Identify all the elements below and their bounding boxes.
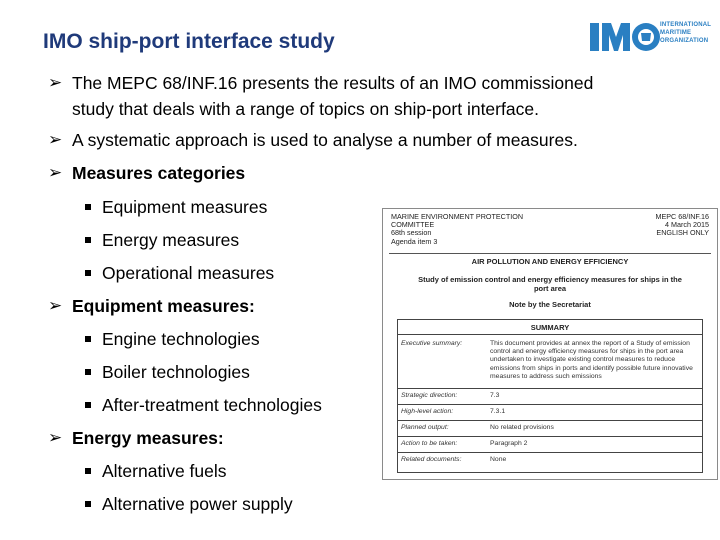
square-bullet-icon — [85, 369, 91, 375]
slide-title: IMO ship-port interface study — [43, 30, 335, 53]
arrow-bullet-icon: ➢ — [48, 296, 63, 315]
document-subtitle: Study of emission control and energy efficiency measures for ships in the port area — [418, 275, 682, 293]
bullet-item — [48, 425, 224, 451]
bullet-heading: Energy measures: — [72, 428, 224, 448]
arrow-bullet-icon: ➢ — [48, 130, 63, 149]
bullet-item — [48, 293, 255, 319]
bullet-item — [48, 70, 593, 122]
sub-bullet-text: Energy measures — [102, 230, 240, 250]
arrow-bullet-icon: ➢ — [48, 428, 63, 447]
bullet-heading: Measures categories — [72, 163, 246, 183]
square-bullet-icon — [85, 402, 91, 408]
summary-table — [397, 319, 703, 473]
summary-key: High-level action: — [401, 408, 454, 415]
document-excerpt — [382, 208, 718, 480]
square-bullet-icon — [85, 204, 91, 210]
bullet-item — [48, 127, 578, 153]
summary-value: 7.3 — [490, 392, 500, 399]
bullet-text: A systematic approach is used to analyse a number of measures. — [72, 130, 578, 150]
square-bullet-icon — [85, 336, 91, 342]
sub-bullet-item — [85, 458, 227, 484]
divider — [398, 420, 702, 421]
divider — [398, 388, 702, 389]
summary-value: None — [490, 456, 507, 463]
committee-line: 68th session — [391, 228, 432, 238]
sub-bullet-text: Operational measures — [102, 263, 275, 283]
logo-line: ORGANIZATION — [660, 38, 709, 44]
summary-value: Paragraph 2 — [490, 440, 528, 447]
document-reference — [655, 213, 709, 238]
sub-bullet-text: Alternative power supply — [102, 494, 293, 514]
square-bullet-icon — [85, 501, 91, 507]
committee-line: Agenda item 3 — [391, 236, 438, 246]
sub-bullet-text: Boiler technologies — [102, 362, 250, 382]
sub-bullet-text: Equipment measures — [102, 197, 268, 217]
divider — [398, 452, 702, 453]
divider — [398, 436, 702, 437]
divider — [389, 253, 711, 254]
sub-bullet-item — [85, 359, 250, 385]
committee-line: MARINE ENVIRONMENT PROTECTION — [391, 212, 524, 221]
square-bullet-icon — [85, 237, 91, 243]
sub-bullet-text: After-treatment technologies — [102, 395, 322, 415]
square-bullet-icon — [85, 468, 91, 474]
sub-bullet-text: Engine technologies — [102, 329, 260, 349]
document-heading: AIR POLLUTION AND ENERGY EFFICIENCY — [471, 257, 629, 266]
document-note: Note by the Secretariat — [509, 300, 591, 309]
committee-line: COMMITTEE — [391, 220, 435, 230]
summary-key: Executive summary: — [401, 340, 463, 347]
sub-bullet-item — [85, 227, 239, 253]
divider — [398, 334, 702, 335]
sub-bullet-item — [85, 194, 267, 220]
document-committee — [391, 213, 523, 246]
bullet-item — [48, 160, 245, 186]
sub-bullet-text: Alternative fuels — [102, 461, 227, 481]
summary-value: This document provides at annex the report of a Study of emission control and energy efficiency measures for ships in the port area undertaken to investigate existing control measures to reduce emissions from ships in ports and identify possible future innovative measures to address such emissions — [490, 340, 693, 380]
bullet-heading: Equipment measures: — [72, 296, 255, 316]
bullet-text-continued: study that deals with a range of topics on ship-port interface. — [72, 99, 539, 119]
sub-bullet-item — [85, 326, 260, 352]
reference-line: 4 March 2015 — [665, 220, 709, 230]
bullet-text: The MEPC 68/INF.16 presents the results of an IMO commissioned — [72, 73, 594, 93]
sub-bullet-item — [85, 392, 322, 418]
sub-bullet-item — [85, 491, 293, 517]
arrow-bullet-icon: ➢ — [48, 163, 63, 182]
summary-key: Strategic direction: — [401, 392, 458, 399]
reference-line: MEPC 68/INF.16 — [655, 212, 709, 221]
summary-value: No related provisions — [490, 424, 554, 431]
logo-line: MARITIME — [660, 30, 692, 36]
summary-value: 7.3.1 — [490, 408, 506, 415]
summary-title: SUMMARY — [530, 323, 570, 332]
summary-key: Planned output: — [401, 424, 449, 431]
arrow-bullet-icon: ➢ — [48, 73, 63, 92]
summary-key: Action to be taken: — [401, 440, 458, 447]
divider — [398, 404, 702, 405]
summary-key: Related documents: — [401, 456, 462, 463]
logo-line: INTERNATIONAL — [660, 22, 712, 28]
square-bullet-icon — [85, 270, 91, 276]
reference-line: ENGLISH ONLY — [656, 228, 709, 238]
sub-bullet-item — [85, 260, 274, 286]
